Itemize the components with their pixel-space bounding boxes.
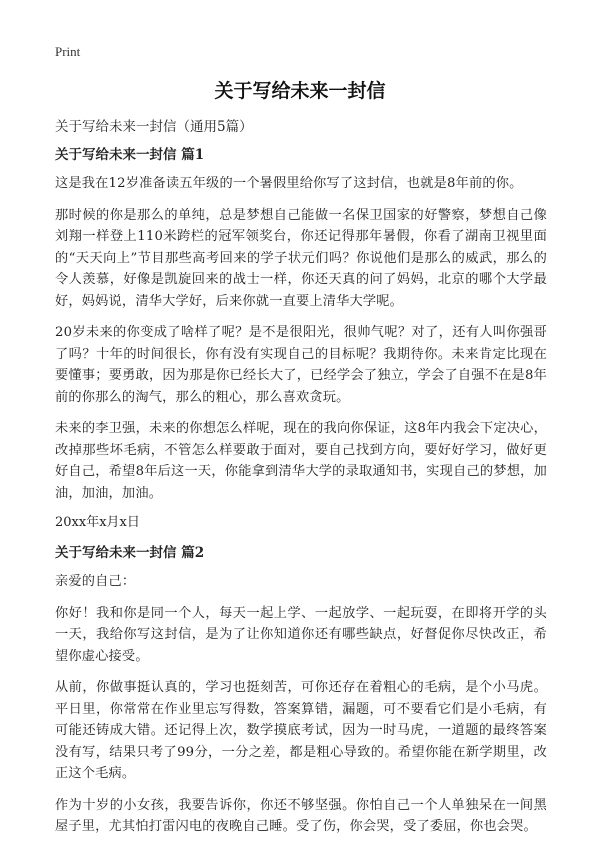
section-2 (55, 544, 547, 838)
letter-date: 20xx年x月x日 (55, 515, 140, 530)
paragraph: 那时候的你是那么的单纯，总是梦想自己能做一名保卫国家的好警察，梦想自己像刘翔一样登上110米跨栏的冠军领奖台，你还记得那年暑假，你看了湖南卫视里面的“天天向上”节目那些高考回来的学子状元们吗？你说他们是那么的威武，那么的令人羡慕，好像是凯旋回来的战士一样，你还天真的问了妈妈，北京的哪个大学最好，妈妈说，清华大学好，后来你就一直要上清华大学呢。 (55, 207, 547, 309)
paragraph: 你好！我和你是同一个人，每天一起上学、一起放学、一起玩耍，在即将开学的头一天，我给你写这封信，是为了让你知道你还有哪些缺点，好督促你尽快改正，希望你虚心接受。 (55, 605, 547, 664)
paragraph: 作为十岁的小女孩，我要告诉你，你还不够坚强。你怕自己一个人单独呆在一间黑屋子里，尤其怕打雷闪电的夜晚自己睡。受了伤，你会哭，受了委屈，你也会哭。 (55, 797, 547, 834)
section-heading: 关于写给未来一封信 篇2 (55, 545, 205, 561)
section-1 (55, 146, 547, 532)
paragraph: 这是我在12岁准备读五年级的一个暑假里给你写了这封信，也就是8年前的你。 (55, 176, 523, 191)
document-body (55, 118, 547, 848)
paragraph: 亲爱的自己： (55, 574, 136, 589)
paragraph: 未来的李卫强，未来的你想怎么样呢，现在的我向你保证，这8年内我会下定决心，改掉那些坏毛病，不管怎么样要敢于面对，要自己找到方向，要好好学习，做好更好自己，希望8年后这一天，你能拿到清华大学的录取通知书，实现自己的梦想，加油，加油，加油。 (55, 421, 547, 501)
paragraph: 从前，你做事挺认真的，学习也挺刻苦，可你还存在着粗心的毛病，是个小马虎。平日里，你常常在作业里忘写得数，答案算错，漏题，可不要看它们是小毛病，有可能还铸成大错。还记得上次，数学摸底考试，因为一时马虎，一道题的最终答案没有写，结果只考了99分，一分之差，都是粗心导致的。希望你能在新学期里，改正这个毛病。 (55, 680, 547, 781)
section-heading: 关于写给未来一封信 篇1 (55, 147, 205, 163)
document-subtitle: 关于写给未来一封信（通用5篇） (55, 119, 253, 135)
print-link[interactable]: Print (55, 44, 81, 59)
page-title: 关于写给未来一封信 (214, 80, 386, 102)
paragraph: 20岁未来的你变成了啥样了呢？是不是很阳光，很帅气呢？对了，还有人叫你强哥了吗？十年的时间很长，你有没有实现自己的目标呢？我期待你。未来肯定比现在要懂事；要勇敢，因为那是你已经长大了，已经学会了独立，学会了自强不在是8年前的你那么的淘气，那么的粗心，那么喜欢贪玩。 (55, 325, 547, 405)
